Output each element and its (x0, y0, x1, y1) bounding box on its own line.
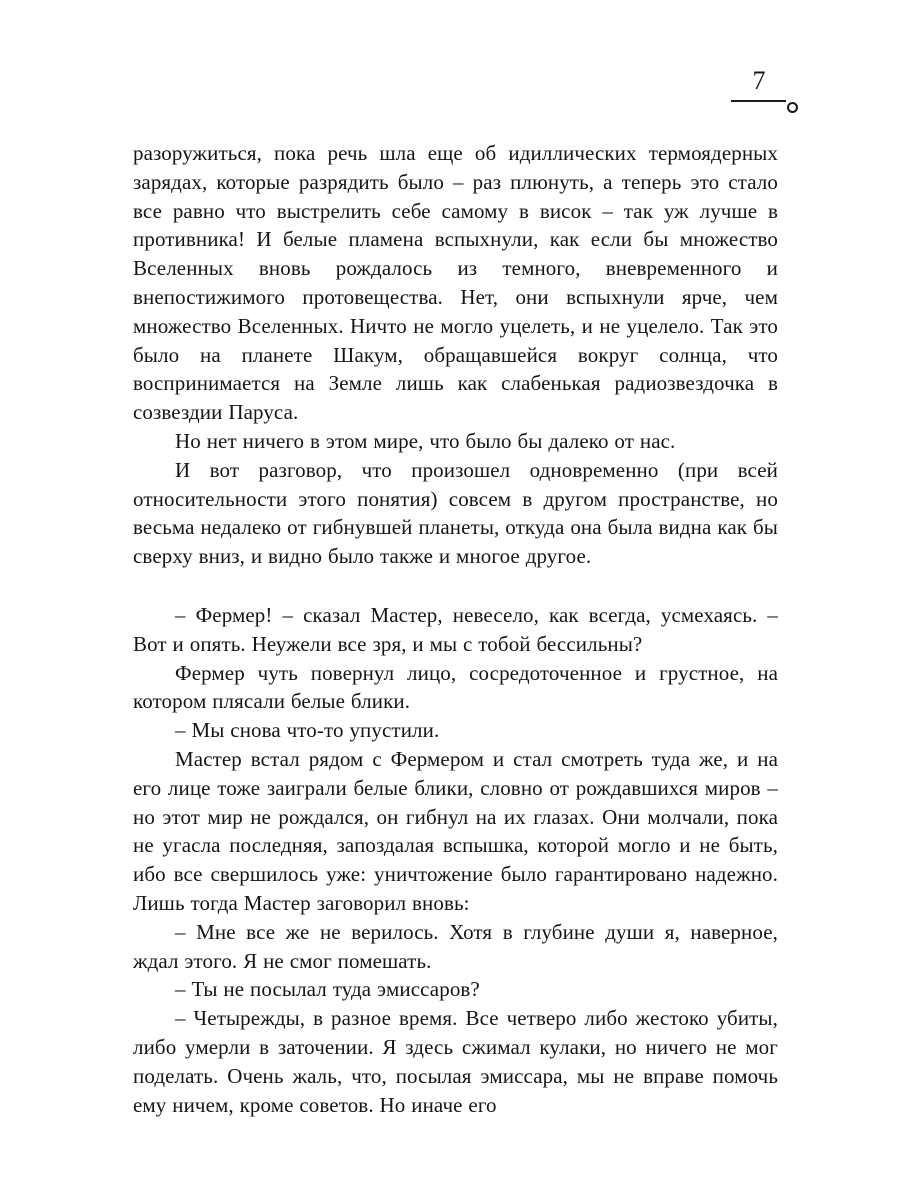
paragraph: Но нет ничего в этом мире, что было бы далеко от нас. (175, 428, 676, 453)
rule-circle-icon (787, 102, 798, 113)
header-rule-decoration (731, 97, 803, 113)
paragraph: – Фермер! – сказал Мастер, невесело, как всегда, усмехаясь. – Вот и опять. Неужели все зря, и мы с тобой бессильны? (133, 602, 778, 656)
page-header (731, 66, 803, 113)
paragraph: – Ты не посылал туда эмиссаров? (175, 977, 480, 1002)
paragraph: – Мне все же не верилось. Хотя в глубине души я, наверное, ждал этого. Я не смог помешать. (133, 919, 778, 973)
paragraph: Мастер встал рядом с Фермером и стал смотреть туда же, и на его лице тоже заиграли белые блики, словно от рождавшихся миров – но этот мир не рождался, он гибнул на их глазах. Они молчали, пока не угасла последняя, запоздалая вспышка, которой могло и не быть, ибо все свершилось уже: уничтожение было гарантировано надежно. Лишь тогда Мастер заговорил вновь: (133, 746, 778, 915)
paragraph: – Мы снова что-то упустили. (175, 718, 440, 743)
rule-line (731, 100, 786, 102)
paragraph: разоружиться, пока речь шла еще об идиллических термоядерных зарядах, которые разрядить было – раз плюнуть, а теперь это стало все равно что выстрелить себе самому в висок – так уж лучше в противника! И белые пламена вспыхнули, как если бы множество Вселенных вновь рождалось из темного, вневременного и внепостижимого протовещества. Нет, они вспыхнули ярче, чем множество Вселенных. Ничто не могло уцелеть, и не уцелело. Так это было на планете Шакум, обращавшейся вокруг солнца, что воспринимается на Земле лишь как слабенькая радиозвездочка в созвездии Паруса. (133, 141, 778, 425)
paragraph: – Четырежды, в разное время. Все четверо либо жестоко убиты, либо умерли в заточении. Я здесь сжимал кулаки, но ничего не мог поделать. Очень жаль, что, посылая эмиссара, мы не вправе помочь ему ничем, кроме советов. Но иначе его (133, 1006, 778, 1117)
paragraph: Фермер чуть повернул лицо, сосредоточенное и грустное, на котором плясали белые блики. (133, 660, 778, 714)
text-block (133, 139, 778, 1119)
paragraph: И вот разговор, что произошел одновременно (при всей относительности этого понятия) совсем в другом пространстве, но весьма недалеко от гибнувшей планеты, откуда она была видна как бы сверху вниз, и видно было также и многое другое. (133, 457, 778, 569)
page-number: 7 (752, 66, 766, 95)
